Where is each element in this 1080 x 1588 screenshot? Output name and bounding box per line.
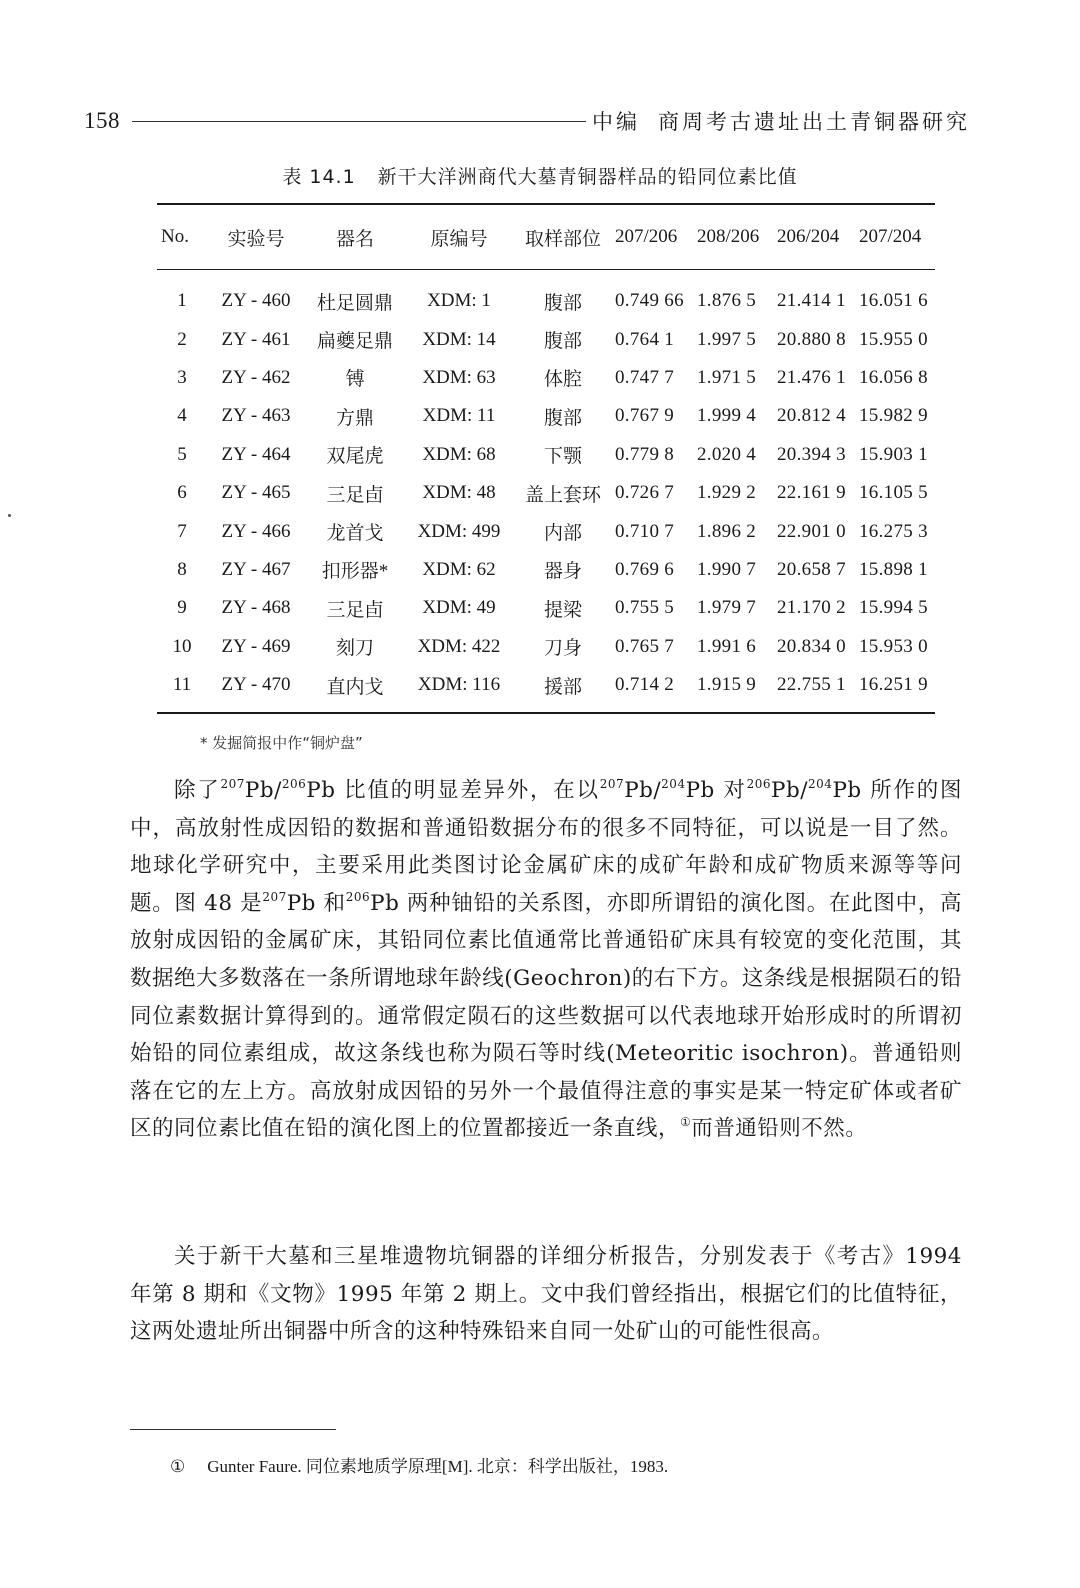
cell-original-id: XDM: 63 bbox=[422, 366, 496, 388]
footnote bbox=[170, 1452, 668, 1477]
table-label: 表 14.1 bbox=[282, 166, 356, 188]
cell-original-id: XDM: 116 bbox=[405, 666, 513, 713]
col-header-object: 器名 bbox=[305, 204, 405, 270]
col-header-lab-id: 实验号 bbox=[207, 204, 305, 270]
cell-no: 7 bbox=[177, 520, 187, 542]
cell-lab-id: ZY - 465 bbox=[221, 482, 291, 504]
col-header-no: No. bbox=[157, 204, 207, 270]
table-row bbox=[157, 270, 935, 321]
cell-object: 方鼎 bbox=[335, 407, 374, 429]
cell-lab-id: ZY - 460 bbox=[221, 290, 291, 312]
cell-object: 刻刀 bbox=[335, 638, 374, 660]
cell-lab-id: ZY - 469 bbox=[221, 635, 291, 657]
cell-object: 龙首戈 bbox=[326, 523, 384, 545]
cell-ratio-207-206: 0.765 7 bbox=[615, 635, 675, 657]
cell-ratio-208-206: 1.990 7 bbox=[697, 558, 757, 580]
cell-sample-location: 援部 bbox=[513, 666, 613, 713]
cell-sample-location: 腹部 bbox=[543, 292, 582, 314]
table-header-row bbox=[157, 204, 935, 270]
cell-ratio-207-206: 0.769 6 bbox=[615, 558, 675, 580]
cell-ratio-207-204: 15.953 0 bbox=[859, 635, 928, 657]
cell-ratio-206-204: 21.476 1 bbox=[777, 366, 846, 388]
cell-lab-id: ZY - 462 bbox=[221, 366, 291, 388]
cell-lab-id: ZY - 468 bbox=[221, 597, 291, 619]
cell-ratio-208-206: 1.876 5 bbox=[697, 290, 757, 312]
cell-no: 2 bbox=[177, 328, 187, 350]
table-row bbox=[157, 551, 935, 589]
cell-ratio-207-206: 0.747 7 bbox=[615, 366, 675, 388]
cell-no: 4 bbox=[177, 405, 187, 427]
cell-object: 扁夔足鼎 bbox=[316, 331, 393, 353]
footnote-marker: ① bbox=[170, 1457, 186, 1476]
col-header-208-206: 208/206 bbox=[695, 204, 775, 270]
cell-sample-location: 体腔 bbox=[543, 369, 582, 391]
cell-ratio-207-206: 0.714 2 bbox=[613, 666, 695, 713]
cell-object: 三足卣 bbox=[326, 599, 384, 621]
col-header-207-204: 207/204 bbox=[857, 204, 935, 270]
cell-ratio-207-206: 0.710 7 bbox=[615, 520, 675, 542]
running-title bbox=[592, 106, 970, 136]
table-row bbox=[157, 320, 935, 358]
running-section: 中编 bbox=[592, 110, 640, 134]
cell-original-id: XDM: 1 bbox=[427, 290, 491, 312]
cell-object: 镈 bbox=[345, 369, 365, 391]
cell-ratio-208-206: 1.915 9 bbox=[695, 666, 775, 713]
cell-ratio-208-206: 1.997 5 bbox=[697, 328, 757, 350]
table-note: * 发掘简报中作“铜炉盘” bbox=[200, 734, 363, 752]
cell-no: 10 bbox=[172, 635, 192, 657]
cell-object: 杜足圆鼎 bbox=[316, 292, 393, 314]
cell-ratio-208-206: 1.971 5 bbox=[697, 366, 757, 388]
cell-lab-id: ZY - 466 bbox=[221, 520, 291, 542]
cell-lab-id: ZY - 461 bbox=[221, 328, 291, 350]
col-header-206-204: 206/204 bbox=[775, 204, 857, 270]
cell-ratio-208-206: 2.020 4 bbox=[697, 443, 757, 465]
cell-ratio-206-204: 20.394 3 bbox=[777, 443, 846, 465]
cell-object: 直内戈 bbox=[305, 666, 405, 713]
cell-object: 扣形器* bbox=[321, 561, 389, 583]
paragraph-1: 除了$^{207}$Pb/$^{206}$Pb 比值的明显差异外，在以$^{207}$Pb/$^{204}$Pb 对$^{206}$Pb/$^{204}$Pb 所作的图中，高放射性成因铅的数据和普通铅数据分布的很多不同特征，可以说是一目了然。地球化学研究中，主要采用此类图讨论金属矿床的成矿年龄和成矿物质来源等等问题。图 48 是$^{207}$Pb 和$^{206}$Pb 两种铀铅的关系图，亦即所谓铅的演化图。在此图中，高放射成因铅的金属矿床，其铅同位素比值通常比普通铅矿床具有较宽的变化范围，其数据绝大多数落在一条所谓地球年龄线(Geochron)的右下方。这条线是根据陨石的铅同位素数据计算得到的。通常假定陨石的这些数据可以代表地球开始形成时的所谓初始铅的同位素组成，故这条线也称为陨石等时线(Meteoritic isochron)。普通铅则落在它的左上方。高放射成因铅的另外一个最值得注意的事实是某一特定矿体或者矿区的同位素比值在铅的演化图上的位置都接近一条直线，①而普通铅则不然。 bbox=[130, 777, 962, 1142]
table-row bbox=[157, 397, 935, 435]
cell-object: 双尾虎 bbox=[326, 446, 384, 468]
cell-ratio-208-206: 1.999 4 bbox=[697, 405, 757, 427]
cell-original-id: XDM: 68 bbox=[422, 443, 496, 465]
cell-sample-location: 盖上套环 bbox=[524, 484, 601, 506]
cell-ratio-207-204: 16.056 8 bbox=[859, 366, 928, 388]
cell-ratio-206-204: 21.170 2 bbox=[777, 597, 846, 619]
cell-ratio-207-204: 15.898 1 bbox=[859, 558, 928, 580]
cell-ratio-206-204: 20.880 8 bbox=[777, 328, 846, 350]
cell-no: 11 bbox=[157, 666, 207, 713]
cell-lab-id: ZY - 467 bbox=[221, 558, 291, 580]
lead-isotope-table bbox=[157, 203, 935, 714]
col-header-original-id: 原编号 bbox=[405, 204, 513, 270]
cell-no: 1 bbox=[177, 290, 187, 312]
cell-lab-id: ZY - 464 bbox=[221, 443, 291, 465]
cell-ratio-207-206: 0.767 9 bbox=[615, 405, 675, 427]
table-row bbox=[157, 628, 935, 666]
table-row bbox=[157, 436, 935, 474]
cell-sample-location: 刀身 bbox=[543, 638, 582, 660]
cell-ratio-207-204: 16.251 9 bbox=[857, 666, 935, 713]
cell-original-id: XDM: 62 bbox=[422, 558, 496, 580]
cell-ratio-208-206: 1.979 7 bbox=[697, 597, 757, 619]
cell-sample-location: 提梁 bbox=[543, 599, 582, 621]
cell-lab-id: ZY - 470 bbox=[207, 666, 305, 713]
cell-ratio-207-206: 0.726 7 bbox=[615, 482, 675, 504]
cell-sample-location: 腹部 bbox=[543, 331, 582, 353]
cell-object: 三足卣 bbox=[326, 484, 384, 506]
cell-ratio-206-204: 21.414 1 bbox=[777, 290, 846, 312]
col-header-207-206: 207/206 bbox=[613, 204, 695, 270]
footnote-reference: ① bbox=[680, 1115, 692, 1130]
cell-no: 8 bbox=[177, 558, 187, 580]
col-header-sample-location: 取样部位 bbox=[513, 204, 613, 270]
cell-ratio-206-204: 22.161 9 bbox=[777, 482, 846, 504]
cell-ratio-207-204: 16.105 5 bbox=[859, 482, 928, 504]
table-row bbox=[157, 666, 935, 713]
cell-ratio-207-204: 15.955 0 bbox=[859, 328, 928, 350]
cell-no: 5 bbox=[177, 443, 187, 465]
cell-ratio-207-204: 15.982 9 bbox=[859, 405, 928, 427]
table-caption-text: 新干大洋洲商代大墓青铜器样品的铅同位素比值 bbox=[377, 166, 798, 188]
paragraph-2: 关于新干大墓和三星堆遗物坑铜器的详细分析报告，分别发表于《考古》1994 年第 8 期和《文物》1995 年第 2 期上。文中我们曾经指出，根据它们的比值特征，这两处遗址所出铜器中所含的这种特殊铅来自同一处矿山的可能性很高。 bbox=[130, 1244, 962, 1345]
table-body bbox=[157, 270, 935, 714]
header-rule bbox=[132, 121, 586, 122]
cell-ratio-208-206: 1.991 6 bbox=[697, 635, 757, 657]
cell-ratio-207-204: 16.051 6 bbox=[859, 290, 928, 312]
cell-ratio-207-206: 0.755 5 bbox=[615, 597, 675, 619]
cell-ratio-207-206: 0.749 66 bbox=[615, 290, 684, 312]
table-caption bbox=[0, 162, 1080, 189]
cell-ratio-206-204: 20.834 0 bbox=[777, 635, 846, 657]
cell-sample-location: 器身 bbox=[543, 561, 582, 583]
cell-no: 6 bbox=[177, 482, 187, 504]
cell-ratio-207-206: 0.779 8 bbox=[615, 443, 675, 465]
cell-ratio-206-204: 22.901 0 bbox=[777, 520, 846, 542]
footnote-rule bbox=[130, 1429, 336, 1430]
page-header bbox=[84, 104, 970, 138]
footnote-text: Gunter Faure. 同位素地质学原理[M]. 北京：科学出版社，1983. bbox=[207, 1457, 669, 1476]
cell-sample-location: 下颚 bbox=[543, 446, 582, 468]
cell-original-id: XDM: 14 bbox=[422, 328, 496, 350]
cell-ratio-207-204: 15.994 5 bbox=[859, 597, 928, 619]
table-row bbox=[157, 512, 935, 550]
scan-speck bbox=[8, 514, 11, 517]
cell-ratio-208-206: 1.929 2 bbox=[697, 482, 757, 504]
cell-sample-location: 腹部 bbox=[543, 407, 582, 429]
cell-original-id: XDM: 11 bbox=[422, 405, 496, 427]
page-number: 158 bbox=[84, 108, 120, 133]
cell-ratio-208-206: 1.896 2 bbox=[697, 520, 757, 542]
cell-original-id: XDM: 48 bbox=[422, 482, 496, 504]
cell-original-id: XDM: 499 bbox=[417, 520, 501, 542]
cell-ratio-207-204: 16.275 3 bbox=[859, 520, 928, 542]
cell-ratio-206-204: 20.812 4 bbox=[777, 405, 846, 427]
table-row bbox=[157, 359, 935, 397]
cell-ratio-206-204: 22.755 1 bbox=[775, 666, 857, 713]
cell-no: 3 bbox=[177, 366, 187, 388]
cell-ratio-207-206: 0.764 1 bbox=[615, 328, 675, 350]
cell-ratio-207-204: 15.903 1 bbox=[859, 443, 928, 465]
cell-lab-id: ZY - 463 bbox=[221, 405, 291, 427]
table-row bbox=[157, 589, 935, 627]
running-book-title: 商周考古遗址出土青铜器研究 bbox=[658, 110, 970, 134]
cell-ratio-206-204: 20.658 7 bbox=[777, 558, 846, 580]
cell-original-id: XDM: 49 bbox=[422, 597, 496, 619]
cell-original-id: XDM: 422 bbox=[417, 635, 501, 657]
cell-no: 9 bbox=[177, 597, 187, 619]
table-row bbox=[157, 474, 935, 512]
cell-sample-location: 内部 bbox=[543, 523, 582, 545]
